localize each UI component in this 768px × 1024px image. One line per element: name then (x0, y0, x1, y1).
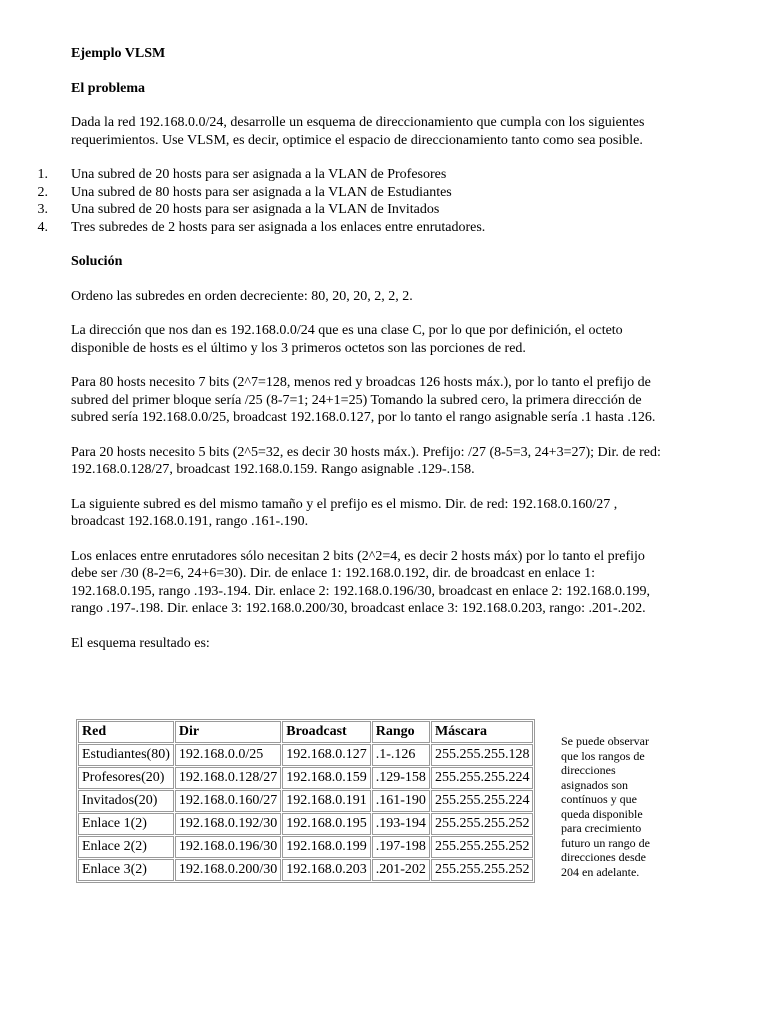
list-item (37, 201, 671, 219)
table-cell: .201-202 (372, 859, 430, 881)
solution-heading: Solución (71, 254, 123, 269)
table-cell: 255.255.255.252 (431, 813, 534, 835)
table-row (78, 836, 533, 858)
table-cell: .197-198 (372, 836, 430, 858)
solution-paragraph: Para 80 hosts necesito 7 bits (2^7=128, menos red y broadcas 126 hosts máx.), por lo tanto el prefijo de subred del primer bloque sería /25 (8-7=1; 24+1=25) Tomando la subred cero, la primera dirección de subred sería 192.168.0.0/25, broadcast 192.168.0.127, por lo tanto el rango asignable sería .1 hasta .126. (71, 375, 656, 425)
list-item (37, 166, 671, 184)
table-cell: Enlace 2(2) (78, 836, 174, 858)
column-header: Máscara (431, 721, 534, 743)
table-cell: 255.255.255.252 (431, 859, 534, 881)
solution-paragraph: Ordeno las subredes en orden decreciente: 80, 20, 20, 2, 2, 2. (71, 288, 413, 304)
table-cell: 192.168.0.195 (282, 813, 371, 835)
table-header-row (78, 721, 533, 743)
table-row (78, 813, 533, 835)
list-item (37, 184, 671, 202)
table-cell: Profesores(20) (78, 767, 174, 789)
list-item-number: 4. (37, 219, 48, 235)
list-item-text: Una subred de 20 hosts para ser asignada a la VLAN de Invitados (71, 202, 440, 217)
list-item (37, 219, 671, 237)
table-cell: 192.168.0.160/27 (175, 790, 281, 812)
table-cell: 192.168.0.0/25 (175, 744, 281, 766)
table-cell: 192.168.0.159 (282, 767, 371, 789)
table-cell: .129-158 (372, 767, 430, 789)
column-header: Rango (372, 721, 430, 743)
table-cell: 255.255.255.252 (431, 836, 534, 858)
list-item-text: Una subred de 20 hosts para ser asignada a la VLAN de Profesores (71, 167, 447, 182)
table-row (78, 859, 533, 881)
list-item-number: 2. (37, 184, 48, 200)
table-cell: Invitados(20) (78, 790, 174, 812)
solution-paragraph: El esquema resultado es: (71, 635, 210, 651)
table-cell: .1-.126 (372, 744, 430, 766)
table-cell: Enlace 1(2) (78, 813, 174, 835)
column-header: Broadcast (282, 721, 371, 743)
table-cell: 192.168.0.199 (282, 836, 371, 858)
problem-heading: El problema (71, 80, 146, 96)
table-cell: .161-190 (372, 790, 430, 812)
problem-text: Dada la red 192.168.0.0/24, desarrolle un esquema de direccionamiento que cumpla con los siguientes requerimientos. Use VLSM, es decir, optimice el espacio de direccionamiento tanto como sea posible. (71, 115, 645, 148)
table-cell: 192.168.0.192/30 (175, 813, 281, 835)
solution-paragraph: La siguiente subred es del mismo tamaño y el prefijo es el mismo. Dir. de red: 192.168.0.160/27 , broadcast 192.168.0.191, rango .161-.190. (71, 496, 618, 529)
solution-paragraph: Los enlaces entre enrutadores sólo necesitan 2 bits (2^2=4, es decir 2 hosts máx) por lo tanto el prefijo debe ser /30 (8-2=6, 24+6=30). Dir. de enlace 1: 192.168.0.192, dir. de broadcast en enlace 1: 192.168.0.195, rango .193-.194. Dir. enlace 2: 192.168.0.196/30, broadcast en enlace 2: 192.168.0.199, rango .197-.198. Dir. enlace 3: 192.168.0.200/30, broadcast enlace 3: 192.168.0.203, rango: .201-.202. (71, 548, 650, 616)
table-cell: 192.168.0.191 (282, 790, 371, 812)
table-cell: Enlace 3(2) (78, 859, 174, 881)
table-cell: 192.168.0.203 (282, 859, 371, 881)
table-cell: .193-194 (372, 813, 430, 835)
column-header: Dir (175, 721, 281, 743)
list-item-text: Tres subredes de 2 hosts para ser asignada a los enlaces entre enrutadores. (71, 219, 486, 235)
table-row (78, 744, 533, 766)
scheme-table-container (76, 719, 535, 883)
table-cell: 192.168.0.200/30 (175, 859, 281, 881)
document-body (37, 45, 671, 669)
table-row (78, 790, 533, 812)
table-row (78, 767, 533, 789)
table-cell: 255.255.255.224 (431, 790, 534, 812)
column-header: Red (78, 721, 174, 743)
list-item-number: 3. (37, 202, 48, 217)
table-cell: 192.168.0.196/30 (175, 836, 281, 858)
solution-paragraph: La dirección que nos dan es 192.168.0.0/24 que es una clase C, por lo que por definición, el octeto disponible de hosts es el último y los 3 primeros octetos son las porciones de red. (71, 323, 623, 356)
document-title: Ejemplo VLSM (71, 46, 166, 61)
list-item-text: Una subred de 80 hosts para ser asignada a la VLAN de Estudiantes (71, 184, 452, 200)
table-cell: 192.168.0.127 (282, 744, 371, 766)
list-item-number: 1. (37, 167, 48, 182)
table-cell: 255.255.255.224 (431, 767, 534, 789)
table-cell: 192.168.0.128/27 (175, 767, 281, 789)
solution-paragraph: Para 20 hosts necesito 5 bits (2^5=32, es decir 30 hosts máx.). Prefijo: /27 (8-5=3, 24+3=27); Dir. de red: 192.168.0.128/27, broadcast 192.168.0.159. Rango asignable .129-.158. (71, 444, 661, 477)
scheme-table (76, 719, 535, 883)
table-cell: Estudiantes(80) (78, 744, 174, 766)
side-note: Se puede observar que los rangos de direcciones asignados son contínuos y que queda disponible para crecimiento futuro un rango de direcciones desde 204 en adelante. (561, 734, 650, 879)
requirements-list (37, 166, 671, 236)
table-cell: 255.255.255.128 (431, 744, 534, 766)
